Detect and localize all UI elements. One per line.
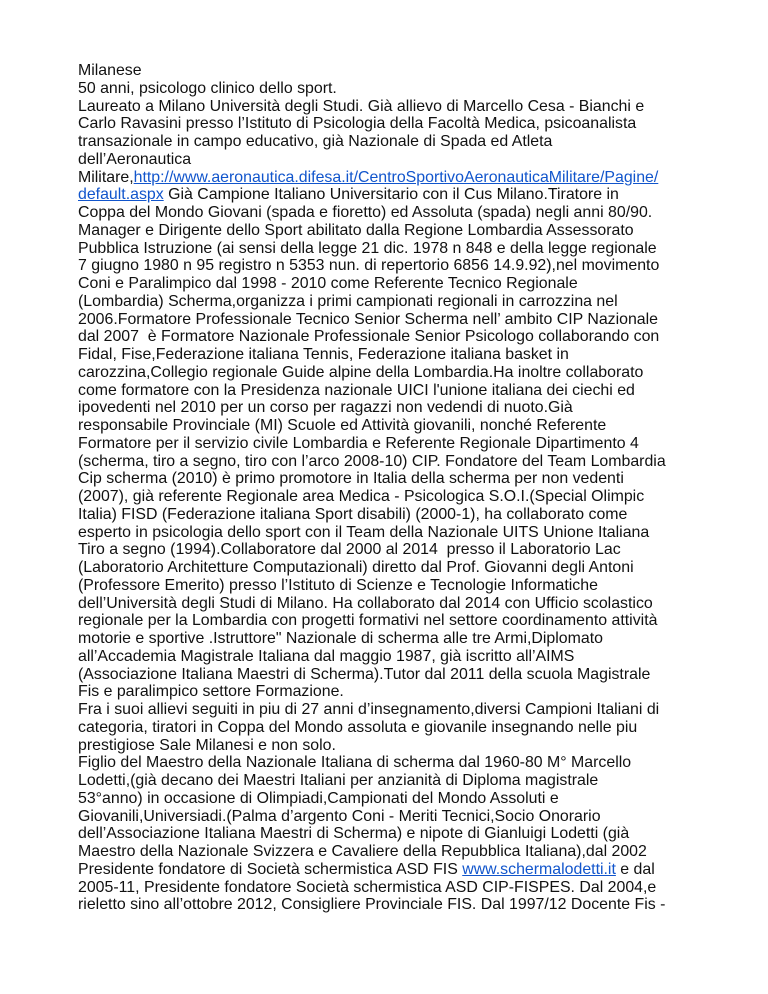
text-segment: Cip scherma (2010) è primo promotore in Italia della scherma per non vedenti bbox=[78, 470, 624, 488]
text-segment: 7 giugno 1980 n 95 registro n 5353 nun. di repertorio 6856 14.9.92),nel movimento bbox=[78, 257, 660, 275]
text-segment: Fra i suoi allievi seguiti in piu di 27 anni d’insegnamento,diversi Campioni Italiani di bbox=[78, 701, 660, 718]
text-segment: all’Accademia Magistrale Italiana dal maggio 1987, già iscritto all’AIMS bbox=[78, 647, 575, 665]
text-segment: Carlo Ravasini presso l’Istituto di Psicologia della Facoltà Medica, psicoanalista bbox=[78, 115, 637, 133]
text-line bbox=[78, 541, 690, 559]
text-segment: ipovedenti nel 2010 per un corso per ragazzi non vedendi di nuoto.Già bbox=[78, 399, 573, 417]
text-segment: Fis e paralimpico settore Formazione. bbox=[78, 683, 344, 701]
text-line bbox=[78, 772, 690, 790]
text-line bbox=[78, 169, 690, 187]
text-segment: rieletto sino all’ottobre 2012, Consigliere Provinciale FIS. Dal 1997/12 Docente Fis - bbox=[78, 896, 666, 914]
hyperlink[interactable]: default.aspx bbox=[78, 186, 164, 204]
text-segment: Pubblica Istruzione (ai sensi della legge 21 dic. 1978 n 848 e della legge regionale bbox=[78, 239, 657, 257]
text-segment: (Lombardia) Scherma,organizza i primi campionati regionali in carrozzina nel bbox=[78, 292, 618, 310]
text-segment: dell’Università degli Studi di Milano. Ha collaborato dal 2014 con Ufficio scolastico bbox=[78, 594, 653, 612]
text-segment: Laureato a Milano Università degli Studi. Già allievo di Marcello Cesa - Bianchi e bbox=[78, 97, 645, 115]
text-segment: responsabile Provinciale (MI) Scuole ed Attività giovanili, nonché Referente bbox=[78, 417, 607, 434]
text-segment: (Professore Emerito) presso l’Istituto di Scienze e Tecnologie Informatiche bbox=[78, 576, 598, 594]
text-line bbox=[78, 737, 690, 755]
text-line bbox=[78, 435, 690, 453]
text-segment: prestigiose Sale Milanesi e non solo. bbox=[78, 736, 336, 754]
text-line bbox=[78, 382, 690, 400]
text-segment: Lodetti,(già decano dei Maestri Italiani per anzianità di Diploma magistrale bbox=[78, 772, 599, 789]
text-line bbox=[78, 98, 690, 116]
text-line bbox=[78, 612, 690, 630]
text-line bbox=[78, 186, 690, 204]
text-line bbox=[78, 293, 690, 311]
text-line bbox=[78, 470, 690, 488]
text-segment: Militare, bbox=[78, 168, 134, 186]
text-line bbox=[78, 417, 690, 435]
text-line bbox=[78, 879, 690, 897]
text-line bbox=[78, 257, 690, 275]
text-segment: (2007), già referente Regionale area Medica - Psicologica S.O.I.(Special Olimpic bbox=[78, 488, 645, 505]
text-line bbox=[78, 275, 690, 293]
text-line bbox=[78, 133, 690, 151]
text-line bbox=[78, 577, 690, 595]
text-line bbox=[78, 808, 690, 826]
text-line bbox=[78, 399, 690, 417]
text-line bbox=[78, 488, 690, 506]
text-segment: dell’Associazione Italiana Maestri di Scherma) e nipote di Gianluigi Lodetti (già bbox=[78, 825, 630, 843]
text-segment: 50 anni, psicologo clinico dello sport. bbox=[78, 79, 337, 97]
text-segment: Figlio del Maestro della Nazionale Italiana di scherma dal 1960-80 M° Marcello bbox=[78, 754, 632, 772]
text-segment: e dal bbox=[615, 860, 655, 878]
text-segment: Coni e Paralimpico dal 1998 - 2010 come Referente Tecnico Regionale bbox=[78, 275, 578, 292]
text-segment: Italia) FISD (Federazione italiana Sport disabili) (2000-1), ha collaborato come bbox=[78, 505, 628, 523]
text-segment: Giovanili,Universiadi.(Palma d’argento Coni - Meriti Tecnici,Socio Onorario bbox=[78, 807, 601, 825]
text-line bbox=[78, 701, 690, 719]
text-segment: Coppa del Mondo Giovani (spada e fioretto) ed Assoluta (spada) negli anni 80/90. bbox=[78, 204, 653, 221]
text-segment: 2006.Formatore Professionale Tecnico Senior Scherma nell’ ambito CIP Nazionale bbox=[78, 310, 659, 328]
text-line bbox=[78, 524, 690, 542]
text-segment: transazionale in campo educativo, già Nazionale di Spada ed Atleta bbox=[78, 133, 553, 150]
text-line bbox=[78, 62, 690, 80]
text-line bbox=[78, 790, 690, 808]
text-segment: categoria, tiratori in Coppa del Mondo assoluta e giovanile insegnando nelle piu bbox=[78, 718, 638, 736]
text-line bbox=[78, 240, 690, 258]
text-line bbox=[78, 364, 690, 382]
hyperlink[interactable]: www.schermalodetti.it bbox=[462, 860, 616, 878]
text-segment: Formatore per il servizio civile Lombardia e Referente Regionale Dipartimento 4 bbox=[78, 434, 639, 452]
text-line bbox=[78, 453, 690, 471]
text-segment: Tiro a segno (1994).Collaboratore dal 2000 al 2014 presso il Laboratorio Lac bbox=[78, 541, 621, 559]
text-segment: dell’Aeronautica bbox=[78, 150, 192, 168]
text-line bbox=[78, 311, 690, 329]
text-line bbox=[78, 683, 690, 701]
document-body bbox=[78, 62, 690, 914]
text-segment: Milanese bbox=[78, 62, 142, 79]
text-line bbox=[78, 222, 690, 240]
text-segment: Manager e Dirigente dello Sport abilitato dalla Regione Lombardia Assessorato bbox=[78, 221, 634, 239]
text-segment: dal 2007 è Formatore Nazionale Professionale Senior Psicologo collaborando con bbox=[78, 328, 660, 346]
text-segment: (Laboratorio Architetture Computazionali) diretto dal Prof. Giovanni degli Antoni bbox=[78, 559, 634, 576]
text-line bbox=[78, 328, 690, 346]
text-line bbox=[78, 630, 690, 648]
text-line bbox=[78, 204, 690, 222]
text-segment: Presidente fondatore di Società schermistica ASD FIS bbox=[78, 860, 463, 878]
text-line bbox=[78, 80, 690, 98]
text-segment: 53°anno) in occasione di Olimpiadi,Campionati del Mondo Assoluti e bbox=[78, 789, 559, 807]
text-line bbox=[78, 861, 690, 879]
text-line bbox=[78, 595, 690, 613]
text-segment: carozzina,Collegio regionale Guide alpine della Lombardia.Ha inoltre collaborato bbox=[78, 363, 644, 381]
text-segment: Maestro della Nazionale Svizzera e Cavaliere della Repubblica Italiana),dal 2002 bbox=[78, 843, 647, 860]
text-segment: motorie e sportive .Istruttore" Nazionale di scherma alle tre Armi,Diplomato bbox=[78, 630, 603, 647]
text-line bbox=[78, 559, 690, 577]
text-line bbox=[78, 719, 690, 737]
text-line bbox=[78, 666, 690, 684]
text-line bbox=[78, 825, 690, 843]
text-line bbox=[78, 843, 690, 861]
text-line bbox=[78, 754, 690, 772]
text-line bbox=[78, 506, 690, 524]
text-segment: 2005-11, Presidente fondatore Società schermistica ASD CIP-FISPES. Dal 2004,e bbox=[78, 878, 657, 896]
text-segment: Già Campione Italiano Universitario con il Cus Milano.Tiratore in bbox=[163, 186, 619, 204]
text-line bbox=[78, 648, 690, 666]
text-segment: Fidal, Fise,Federazione italiana Tennis, Federazione italiana basket in bbox=[78, 346, 569, 363]
text-segment: regionale per la Lombardia con progetti formativi nel settore coordinamento attività bbox=[78, 612, 658, 630]
text-segment: (scherma, tiro a segno, tiro con l’arco 2008-10) CIP. Fondatore del Team Lombardia bbox=[78, 452, 666, 470]
text-segment: (Associazione Italiana Maestri di Scherma).Tutor dal 2011 della scuola Magistrale bbox=[78, 665, 651, 683]
text-line bbox=[78, 346, 690, 364]
text-segment: esperto in psicologia dello sport con il Team della Nazionale UITS Unione Italiana bbox=[78, 523, 650, 541]
text-line bbox=[78, 896, 690, 914]
text-segment: come formatore con la Presidenza nazionale UICI l'unione italiana dei ciechi ed bbox=[78, 381, 635, 399]
hyperlink[interactable]: http://www.aeronautica.difesa.it/CentroSportivoAeronauticaMilitare/Pagine/ bbox=[133, 168, 659, 186]
text-line bbox=[78, 115, 690, 133]
text-line bbox=[78, 151, 690, 169]
